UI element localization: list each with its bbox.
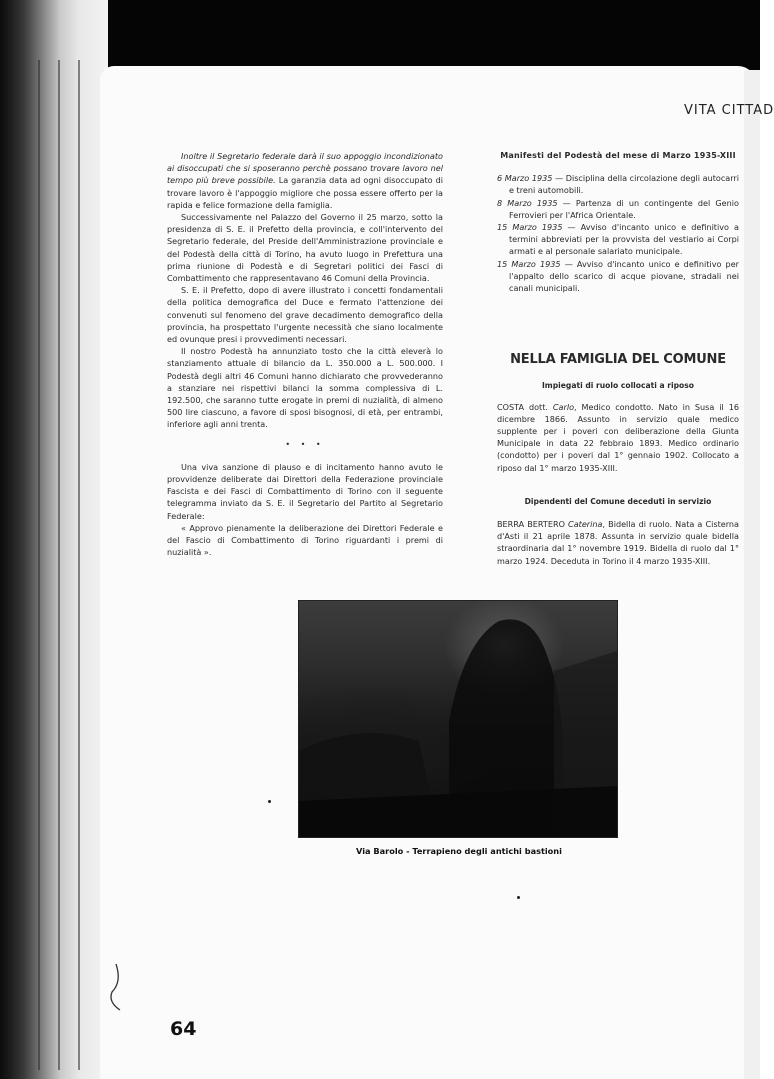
manifesto-text: — Avviso d'incanto unico e definitivo a termini abbreviati per la provvista del vestiario ai Corpi armati e al personale salariato municipale. [509,222,739,257]
manifesto-text: — Avviso d'incanto unico e definitivo per l'appalto dello scarico di acque piovane, stradali nei canali municipali. [509,258,739,294]
section-title: NELLA FAMIGLIA DEL COMUNE [510,352,726,368]
entry-first-name: Carlo [552,401,575,412]
entry-first-name: Caterina [568,519,603,530]
manifesto-item [497,172,739,196]
subsection-title: Impiegati di ruolo collocati a riposo [541,381,695,391]
subsection-title: Dipendenti del Comune deceduti in servizio [524,496,712,506]
binding-line [78,60,80,1070]
entry-text: , Medico condotto. Nato in Susa il 16 dicembre 1866. Assunto in servizio quale medico supplente per i poveri con deliberazione della Giunta Municipale in data 22 febbraio 1893. Medico ordinario (condotto) per i poveri dal 1° gennaio 1902. Collocato a riposo dal 1° marzo 1935-XIII. [497,401,739,473]
paragraph: Il nostro Podestà ha annunziato tosto che la città eleverà lo stanziamento attuale di bilancio da L. 350.000 a L. 500.000. I Podestà degli altri 46 Comuni hanno dichiarato che provvederanno a stanziare nei rispettivi bilanci la somma complessiva di L. 192.500, che saranno tutte erogate in premi di nuzialità, di almeno 500 lire ciascuno, a favore di sposi bisognosi, di età, per entrambi, inferiore agli anni trenta. [167,346,443,430]
manifesto-text: — Disciplina della circolazione degli autocarri e treni automobili. [509,173,739,196]
pencil-mark-icon [106,962,126,1012]
personnel-entry [497,401,739,474]
entry-text: , Bidella di ruolo. Nata a Cisterna d'Asti il 21 aprile 1878. Assunta in servizio quale bidella straordinaria dal 1° novembre 1919. Bidella di ruolo dal 1° marzo 1924. Deceduta in Torino il 4 marzo 1935-XIII. [497,519,739,566]
photo-scenery [299,601,617,837]
running-header: VITA CITTAD [684,103,774,118]
page-number: 64 [170,1018,197,1040]
binding-line [58,60,60,1070]
entry-name: BERRA BERTERO [497,519,569,530]
paragraph-text: La garanzia data ad ogni disoccupato di trovare lavoro è l'appoggio migliore che possa essere offerto per la rapida e felice formazione della famiglia. [167,175,443,210]
manifesto-text: — Partenza di un contingente del Genio Ferrovieri per l'Africa Orientale. [509,197,739,220]
manifesto-date: 15 Marzo 1935 [497,222,563,233]
street-photo [298,600,618,838]
italic-text: Inoltre il Segretario federale darà il suo appoggio incondizionato ai disoccupati che si sposeranno perchè possano trovare lavoro nel tempo più breve possibile. [167,151,443,186]
page-right-edge [744,70,760,1079]
paragraph: Una viva sanzione di plauso e di incitamento hanno avuto le provvidenze deliberate dai Direttori della Federazione provinciale Fascista e dei Fasci di Combattimento di Torino con il seguente telegramma inviato da S. E. il Segretario del Partito al Segretario Federale: [167,461,443,521]
manifesti-heading: Manifesti del Podestà del mese di Marzo 1935-XIII [500,151,736,160]
scan-left-binding [0,0,108,1079]
paragraph: « Approvo pienamente la deliberazione dei Direttori Federale e del Fascio di Combattimento di Torino riguardanti i premi di nuzialità ». [167,522,443,558]
paragraph [167,150,443,211]
paragraph: Successivamente nel Palazzo del Governo il 25 marzo, sotto la presidenza di S. E. il Prefetto della provincia, e coll'intervento del Segretario federale, del Preside dell'Amministrazione provinciale e del Podestà della città di Torino, ha avuto luogo in Prefettura una prima riunione di Podestà e di Segretari politici dei Fasci di Combattimento che rappresentavano 46 Comuni della Provincia. [167,212,443,284]
scan-top-border [0,0,760,70]
manifesto-item [497,197,739,221]
manifesto-date: 6 Marzo 1935 [497,173,553,184]
manifesto-date: 15 Marzo 1935 [497,258,561,269]
manifesto-item [497,258,739,295]
manifesto-item [497,221,739,258]
left-column [167,150,443,559]
ink-dot [517,896,520,899]
paragraph: S. E. il Prefetto, dopo di avere illustrato i concetti fondamentali della politica demografica del Duce e fermato l'attenzione dei convenuti sul fenomeno del grave decadimento demografico della provincia, ha prospettato l'urgente necessità che siano localmente ed ovunque presi i provvedimenti necessari. [167,285,443,345]
personnel-entry [497,518,739,567]
section-separator: • • • [285,439,325,449]
manifesto-date: 8 Marzo 1935 [497,197,558,208]
binding-line [38,60,40,1070]
right-column [497,150,739,567]
photo-caption: Via Barolo - Terrapieno degli antichi bastioni [356,846,562,856]
ink-dot [268,800,271,803]
entry-name: COSTA dott. [497,401,553,412]
